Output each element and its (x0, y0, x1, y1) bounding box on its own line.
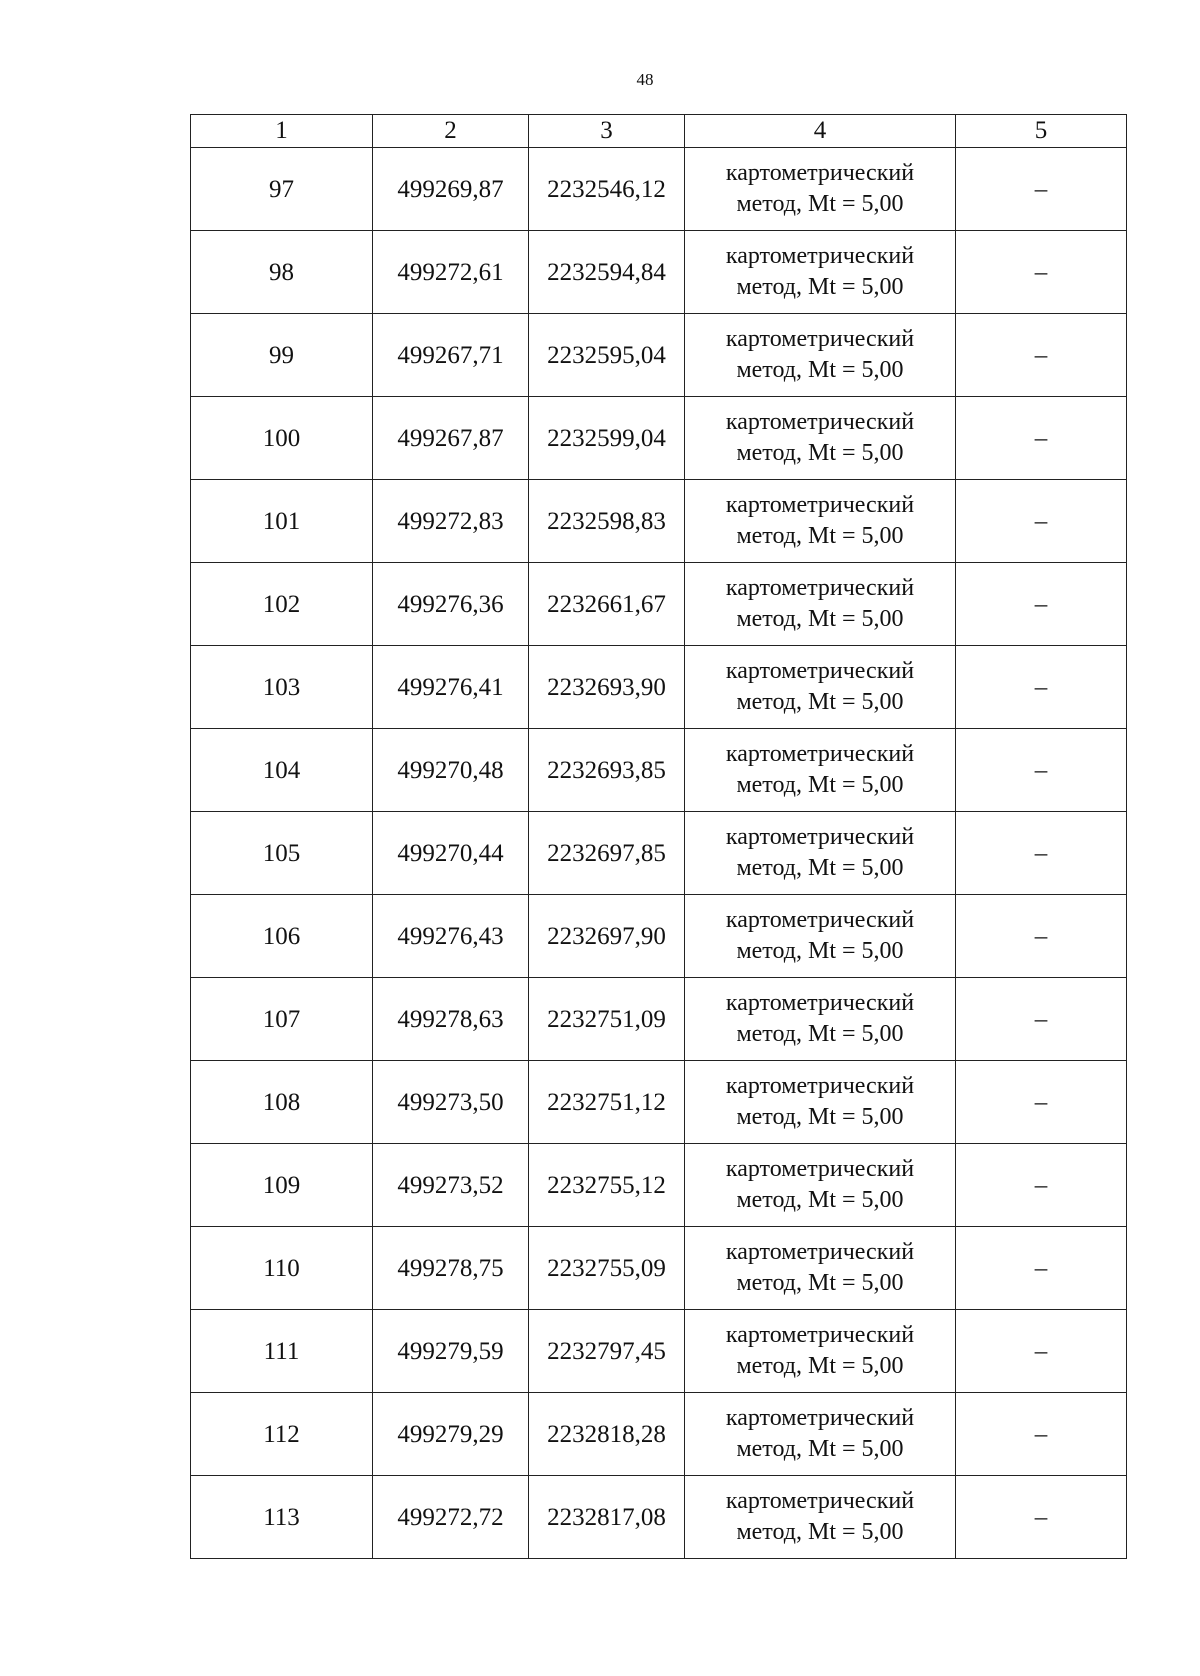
method-line-1: картометрический (725, 1488, 915, 1514)
point-number-cell: 107 (191, 978, 373, 1061)
method-line-1: картометрический (725, 658, 915, 684)
note-cell: – (956, 1144, 1127, 1227)
y-coordinate-cell: 2232817,08 (529, 1476, 685, 1559)
table-row (191, 148, 1127, 231)
method-line-1: картометрический (725, 492, 915, 518)
method-line-1: картометрический (725, 1073, 915, 1099)
method-cell (685, 314, 956, 397)
x-coordinate-cell: 499279,29 (373, 1393, 529, 1476)
note-cell: – (956, 563, 1127, 646)
method-line-2: метод, Mt = 5,00 (736, 1353, 904, 1379)
table-row (191, 397, 1127, 480)
method-cell (685, 1144, 956, 1227)
method-line-2: метод, Mt = 5,00 (736, 1270, 904, 1296)
method-cell (685, 646, 956, 729)
note-cell: – (956, 1393, 1127, 1476)
note-cell: – (956, 231, 1127, 314)
method-line-1: картометрический (725, 326, 915, 352)
column-header: 5 (956, 115, 1127, 148)
table-row (191, 1061, 1127, 1144)
table-body (191, 148, 1127, 1559)
note-cell: – (956, 314, 1127, 397)
coordinates-table (190, 114, 1127, 1559)
y-coordinate-cell: 2232693,90 (529, 646, 685, 729)
table-row (191, 1476, 1127, 1559)
point-number-cell: 108 (191, 1061, 373, 1144)
table-row (191, 314, 1127, 397)
method-cell (685, 895, 956, 978)
x-coordinate-cell: 499272,83 (373, 480, 529, 563)
x-coordinate-cell: 499276,41 (373, 646, 529, 729)
note-cell: – (956, 729, 1127, 812)
method-line-2: метод, Mt = 5,00 (736, 1021, 904, 1047)
y-coordinate-cell: 2232751,09 (529, 978, 685, 1061)
column-header: 3 (529, 115, 685, 148)
method-cell (685, 231, 956, 314)
method-line-2: метод, Mt = 5,00 (736, 440, 904, 466)
table-row (191, 729, 1127, 812)
x-coordinate-cell: 499270,44 (373, 812, 529, 895)
point-number-cell: 110 (191, 1227, 373, 1310)
point-number-cell: 109 (191, 1144, 373, 1227)
point-number-cell: 103 (191, 646, 373, 729)
table-row (191, 812, 1127, 895)
method-cell (685, 729, 956, 812)
x-coordinate-cell: 499269,87 (373, 148, 529, 231)
y-coordinate-cell: 2232755,09 (529, 1227, 685, 1310)
table-row (191, 895, 1127, 978)
x-coordinate-cell: 499273,50 (373, 1061, 529, 1144)
note-cell: – (956, 1310, 1127, 1393)
x-coordinate-cell: 499270,48 (373, 729, 529, 812)
x-coordinate-cell: 499273,52 (373, 1144, 529, 1227)
table-row (191, 563, 1127, 646)
note-cell: – (956, 978, 1127, 1061)
point-number-cell: 111 (191, 1310, 373, 1393)
table-row (191, 1144, 1127, 1227)
method-line-1: картометрический (725, 741, 915, 767)
method-line-2: метод, Mt = 5,00 (736, 689, 904, 715)
x-coordinate-cell: 499267,71 (373, 314, 529, 397)
table-row (191, 1393, 1127, 1476)
method-cell (685, 563, 956, 646)
note-cell: – (956, 1227, 1127, 1310)
x-coordinate-cell: 499279,59 (373, 1310, 529, 1393)
method-line-2: метод, Mt = 5,00 (736, 938, 904, 964)
method-cell (685, 1061, 956, 1144)
column-header: 4 (685, 115, 956, 148)
y-coordinate-cell: 2232546,12 (529, 148, 685, 231)
table-row (191, 646, 1127, 729)
table-row (191, 480, 1127, 563)
method-line-2: метод, Mt = 5,00 (736, 772, 904, 798)
note-cell: – (956, 895, 1127, 978)
method-cell (685, 480, 956, 563)
method-line-2: метод, Mt = 5,00 (736, 606, 904, 632)
method-line-2: метод, Mt = 5,00 (736, 274, 904, 300)
method-cell (685, 1227, 956, 1310)
method-line-1: картометрический (725, 575, 915, 601)
method-line-1: картометрический (725, 824, 915, 850)
point-number-cell: 101 (191, 480, 373, 563)
method-line-2: метод, Mt = 5,00 (736, 1187, 904, 1213)
x-coordinate-cell: 499276,36 (373, 563, 529, 646)
note-cell: – (956, 812, 1127, 895)
y-coordinate-cell: 2232697,90 (529, 895, 685, 978)
table-row (191, 1227, 1127, 1310)
x-coordinate-cell: 499276,43 (373, 895, 529, 978)
table-header-row (191, 115, 1127, 148)
x-coordinate-cell: 499278,63 (373, 978, 529, 1061)
method-cell (685, 397, 956, 480)
y-coordinate-cell: 2232693,85 (529, 729, 685, 812)
note-cell: – (956, 480, 1127, 563)
method-line-1: картометрический (725, 160, 915, 186)
method-line-2: метод, Mt = 5,00 (736, 1519, 904, 1545)
x-coordinate-cell: 499267,87 (373, 397, 529, 480)
point-number-cell: 113 (191, 1476, 373, 1559)
y-coordinate-cell: 2232595,04 (529, 314, 685, 397)
point-number-cell: 99 (191, 314, 373, 397)
method-line-1: картометрический (725, 907, 915, 933)
point-number-cell: 97 (191, 148, 373, 231)
y-coordinate-cell: 2232599,04 (529, 397, 685, 480)
x-coordinate-cell: 499272,72 (373, 1476, 529, 1559)
y-coordinate-cell: 2232818,28 (529, 1393, 685, 1476)
method-cell (685, 148, 956, 231)
method-line-2: метод, Mt = 5,00 (736, 523, 904, 549)
method-line-2: метод, Mt = 5,00 (736, 1104, 904, 1130)
point-number-cell: 102 (191, 563, 373, 646)
method-line-1: картометрический (725, 409, 915, 435)
column-header: 1 (191, 115, 373, 148)
note-cell: – (956, 1476, 1127, 1559)
y-coordinate-cell: 2232661,67 (529, 563, 685, 646)
method-cell (685, 812, 956, 895)
x-coordinate-cell: 499278,75 (373, 1227, 529, 1310)
table-row (191, 231, 1127, 314)
y-coordinate-cell: 2232598,83 (529, 480, 685, 563)
note-cell: – (956, 397, 1127, 480)
method-cell (685, 1393, 956, 1476)
y-coordinate-cell: 2232797,45 (529, 1310, 685, 1393)
method-line-1: картометрический (725, 1239, 915, 1265)
y-coordinate-cell: 2232594,84 (529, 231, 685, 314)
note-cell: – (956, 1061, 1127, 1144)
method-cell (685, 1310, 956, 1393)
method-line-2: метод, Mt = 5,00 (736, 855, 904, 881)
method-cell (685, 978, 956, 1061)
table-row (191, 978, 1127, 1061)
point-number-cell: 112 (191, 1393, 373, 1476)
method-line-1: картометрический (725, 990, 915, 1016)
y-coordinate-cell: 2232697,85 (529, 812, 685, 895)
note-cell: – (956, 148, 1127, 231)
page-number: 48 (636, 70, 654, 89)
point-number-cell: 98 (191, 231, 373, 314)
method-line-2: метод, Mt = 5,00 (736, 357, 904, 383)
method-line-2: метод, Mt = 5,00 (736, 1436, 904, 1462)
point-number-cell: 104 (191, 729, 373, 812)
method-line-2: метод, Mt = 5,00 (736, 191, 904, 217)
column-header: 2 (373, 115, 529, 148)
y-coordinate-cell: 2232751,12 (529, 1061, 685, 1144)
point-number-cell: 100 (191, 397, 373, 480)
x-coordinate-cell: 499272,61 (373, 231, 529, 314)
point-number-cell: 106 (191, 895, 373, 978)
note-cell: – (956, 646, 1127, 729)
table-row (191, 1310, 1127, 1393)
method-line-1: картометрический (725, 1156, 915, 1182)
y-coordinate-cell: 2232755,12 (529, 1144, 685, 1227)
method-cell (685, 1476, 956, 1559)
method-line-1: картометрический (725, 243, 915, 269)
method-line-1: картометрический (725, 1322, 915, 1348)
method-line-1: картометрический (725, 1405, 915, 1431)
point-number-cell: 105 (191, 812, 373, 895)
